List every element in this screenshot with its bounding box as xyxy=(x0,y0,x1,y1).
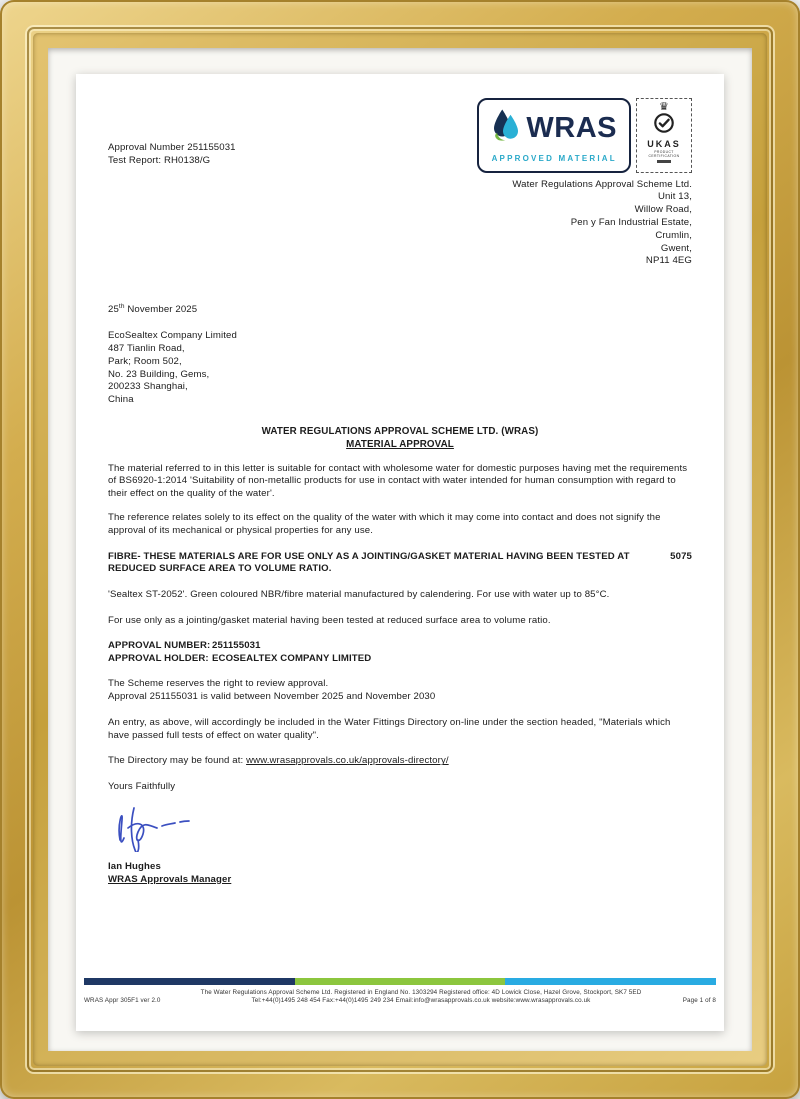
review-note: The Scheme reserves the right to review approval. xyxy=(108,678,329,690)
material-approval-heading: MATERIAL APPROVAL xyxy=(346,438,454,450)
footer-company-line: The Water Regulations Approval Scheme Ltd. Registered in England No. 1303294 Registered office: 4D Lowick Close, Hazel Grove, Stockport, SK7 5ED xyxy=(200,988,642,996)
fibre-clause-row xyxy=(108,551,692,577)
fibre-clause: FIBRE- THESE MATERIALS ARE FOR USE ONLY AS A JOINTING/GASKET MATERIAL HAVING BEEN TESTED AT REDUCED SURFACE AREA TO VOLUME RATIO. xyxy=(108,550,630,575)
signature-image xyxy=(110,800,692,857)
ukas-number-mark xyxy=(657,160,671,163)
signatory-title: WRAS Approvals Manager xyxy=(108,873,232,885)
recipient-line: EcoSealtex Company Limited xyxy=(108,330,237,342)
wras-tagline: APPROVED MATERIAL xyxy=(491,153,617,163)
product-description: 'Sealtex ST-2052'. Green coloured NBR/fibre material manufactured by calendering. For use with water up to 85°C. xyxy=(108,589,610,601)
footer-bar-blue-segment xyxy=(505,978,716,985)
letter-header xyxy=(108,98,692,173)
recipient-address xyxy=(108,330,237,407)
footer-company-info xyxy=(196,989,646,1005)
footer-bar-green-segment xyxy=(295,978,506,985)
sender-address-line: Unit 13, xyxy=(657,191,692,203)
directory-entry-paragraph: An entry, as above, will accordingly be included in the Water Fittings Directory on-line under the section headed, "Materials which have passed full tests of effect on water quality". xyxy=(108,716,671,741)
wras-wordmark: WRAS xyxy=(526,112,617,145)
directory-link-line: The Directory may be found at: www.wrasapprovals.co.uk/approvals-directory/ xyxy=(108,755,449,767)
footer-bar-navy-segment xyxy=(84,978,295,985)
scheme-heading: WATER REGULATIONS APPROVAL SCHEME LTD. (WRAS) xyxy=(261,425,539,437)
recipient-line: No. 23 Building, Gems, xyxy=(108,368,210,380)
approval-holder-row: APPROVAL HOLDER: ECOSEALTEX COMPANY LIMITED xyxy=(108,652,372,664)
wras-approved-material-logo xyxy=(477,98,631,173)
recipient-line: China xyxy=(108,394,134,406)
approval-details xyxy=(108,640,692,666)
directory-link[interactable]: www.wrasapprovals.co.uk/approvals-directory/ xyxy=(246,755,449,767)
sender-address-line: Pen y Fan Industrial Estate, xyxy=(570,216,692,228)
letter-heading xyxy=(108,426,692,452)
sender-address-line: Water Regulations Approval Scheme Ltd. xyxy=(512,178,692,190)
sender-address-line: Gwent, xyxy=(660,242,692,254)
water-drop-icon xyxy=(491,106,521,151)
letter-paper xyxy=(76,74,724,1031)
date-recipient-row xyxy=(108,180,692,407)
recipient-line: 487 Tianlin Road, xyxy=(108,342,185,354)
ukas-logo xyxy=(636,98,692,173)
reference-paragraph: The reference relates solely to its effect on the quality of the water with which it may come into contact and does not signify the approval of its mechanical or physical properties for any use. xyxy=(108,511,661,536)
footer-color-bar xyxy=(84,978,716,985)
recipient-line: 200233 Shanghai, xyxy=(108,381,188,393)
logo-strip xyxy=(477,98,692,173)
signatory-name: Ian Hughes xyxy=(108,860,161,872)
ukas-wordmark: UKAS xyxy=(647,138,681,149)
reference-block xyxy=(108,142,236,168)
validity-note: Approval 251155031 is valid between November 2025 and November 2030 xyxy=(108,691,436,703)
letter-footer xyxy=(84,978,716,1005)
signatory-block xyxy=(108,861,692,887)
use-clause: For use only as a jointing/gasket material having been tested at reduced surface area to volume ratio. xyxy=(108,614,551,626)
approval-number-line: Approval Number 251155031 xyxy=(108,142,236,153)
closing-salutation: Yours Faithfully xyxy=(108,781,176,793)
test-report-line: Test Report: RH0138/G xyxy=(108,154,211,166)
footer-contact-line: Tel:+44(0)1495 248 454 Fax:+44(0)1495 249 234 Email:info@wrasapprovals.co.uk website:www.wrasapprovals.co.uk xyxy=(251,996,591,1004)
sender-address-line: Willow Road, xyxy=(634,204,692,216)
check-circle-icon xyxy=(653,112,675,139)
sender-address-line: NP11 4EG xyxy=(645,255,692,267)
footer-page-number: Page 1 of 8 xyxy=(682,996,716,1004)
crown-icon: ♛ xyxy=(659,101,669,113)
recipient-line: Park; Room 502, xyxy=(108,355,182,367)
footer-doc-ref: WRAS Appr 305F1 ver 2.0 xyxy=(84,996,161,1004)
suitability-paragraph: The material referred to in this letter is suitable for contact with wholesome water for domestic purposes having met the requirements of BS6920-1:2014 'Suitability of non-metallic products for use in contact with water intended for human consumption with regard to their effect on the quality of the water'. xyxy=(108,462,688,500)
ukas-subtitle: PRODUCT CERTIFICATION xyxy=(648,149,680,158)
fibre-code: 5075 xyxy=(670,550,692,562)
mat-board xyxy=(48,48,752,1051)
approval-number-row: APPROVAL NUMBER: 251155031 xyxy=(108,639,261,651)
sender-address-line: Crumlin, xyxy=(655,229,692,241)
letter-date: 25th November 2025 xyxy=(108,303,198,316)
